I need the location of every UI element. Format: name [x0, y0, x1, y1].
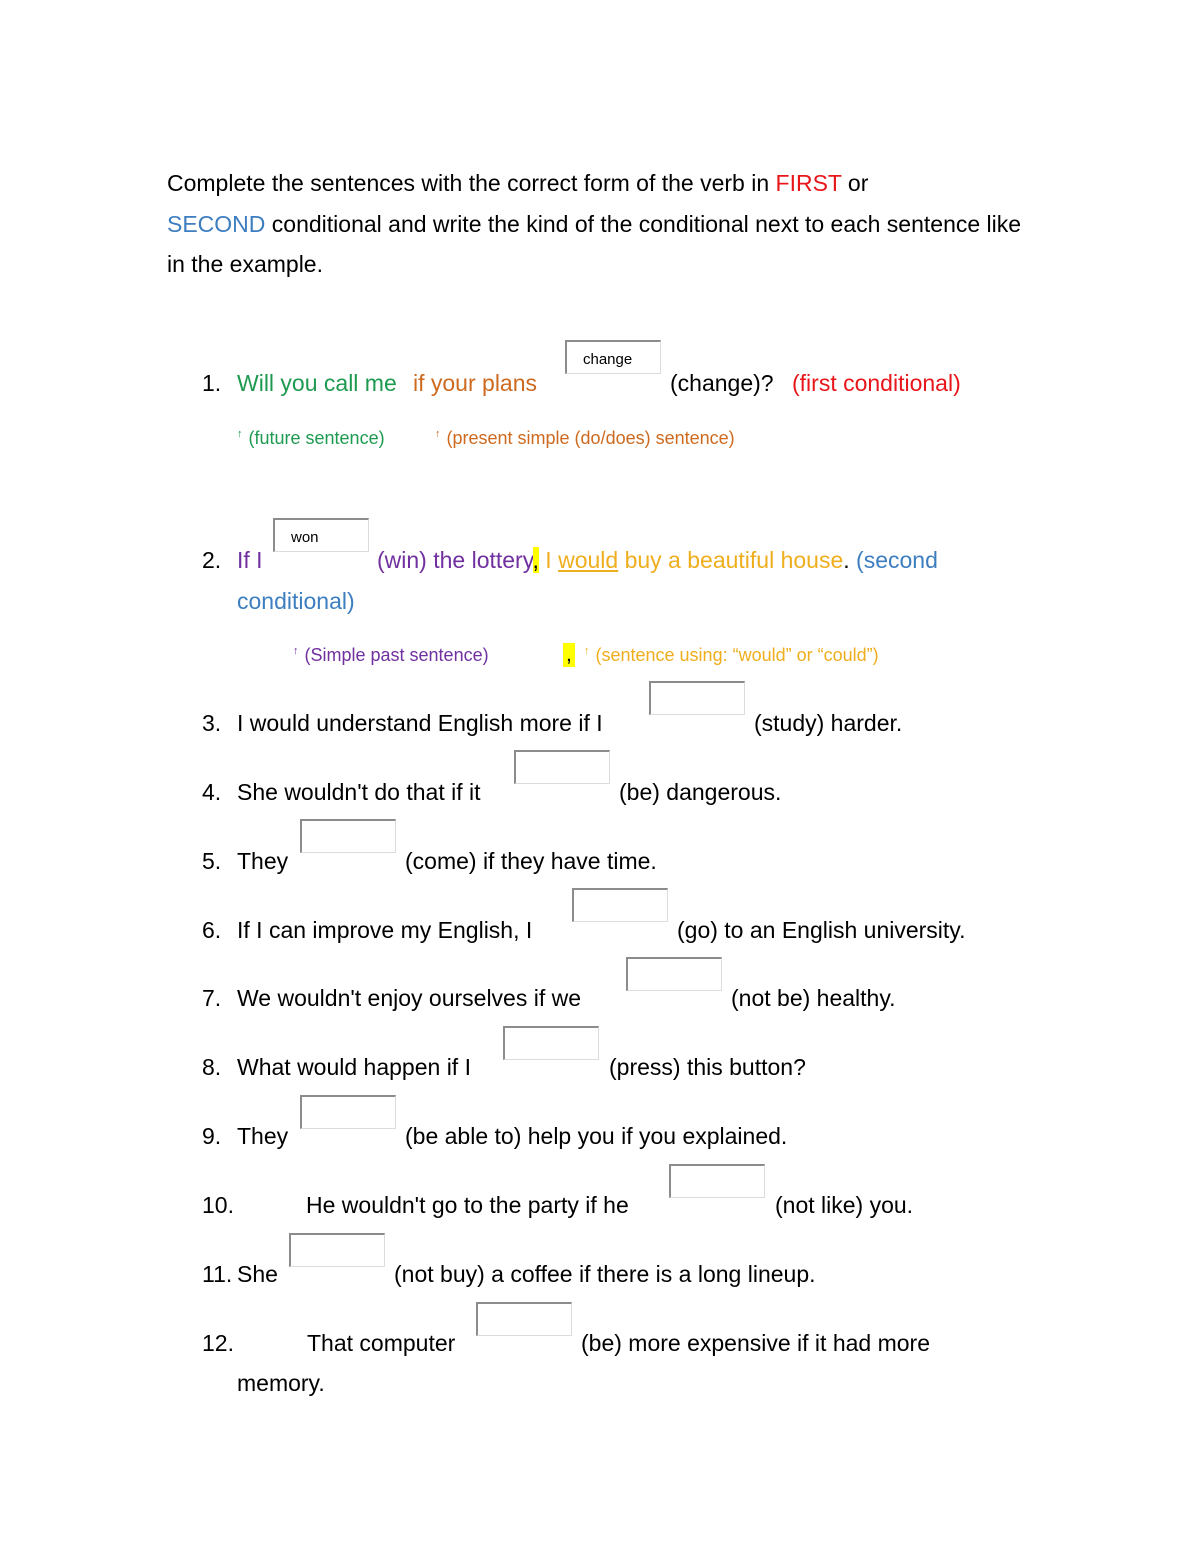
item-number: 7. [202, 985, 222, 1011]
sentence-end: (come) if they have time. [405, 848, 657, 874]
sentence-end: (be able to) help you if you explained. [405, 1123, 788, 1149]
item-number: 5. [202, 848, 222, 874]
sentence-start: She wouldn't do that if it [237, 779, 481, 805]
note-text: (future sentence) [248, 428, 385, 448]
answer-input[interactable] [476, 1302, 572, 1336]
item-number: 12. [202, 1330, 234, 1356]
highlighted-comma: , [563, 643, 575, 667]
item-number: 2. [202, 547, 222, 573]
if-clause: If I [237, 547, 263, 573]
note-text: (sentence using: “would” or “could”) [595, 645, 879, 665]
would-word: would [558, 547, 619, 573]
instructions-text-2: conditional and write the kind of the conditional next to each sentence like in the example. [167, 210, 1022, 277]
conditional-label: (second [856, 547, 938, 573]
item-number: 8. [202, 1054, 222, 1080]
answer-input[interactable] [273, 518, 369, 552]
first-keyword: FIRST [775, 170, 842, 196]
arrow-up-icon: ↑ [584, 645, 590, 657]
answer-input[interactable] [649, 681, 745, 715]
sentence-end: (be) more expensive if it had more [581, 1330, 930, 1356]
past-clause: (win) the lottery [377, 547, 533, 573]
arrow-up-icon: ↑ [435, 428, 441, 440]
present-note [435, 428, 735, 449]
would-clause-pre: I [538, 547, 559, 573]
item-number: 3. [202, 710, 222, 736]
would-note [584, 645, 879, 666]
period: . [843, 547, 850, 573]
answer-input[interactable] [626, 957, 722, 991]
sentence-start: She [237, 1261, 278, 1287]
sentence-start: I would understand English more if I [237, 710, 603, 736]
sentence-start: We wouldn't enjoy ourselves if we [237, 985, 582, 1011]
answer-input[interactable] [669, 1164, 765, 1198]
verb-hint: (change)? [670, 370, 774, 396]
item-number: 9. [202, 1123, 222, 1149]
second-keyword: SECOND [167, 210, 266, 237]
sentence-end: (not be) healthy. [731, 985, 896, 1011]
sentence-end-cont: memory. [237, 1370, 325, 1396]
or-text: or [841, 170, 869, 196]
sentence-start: If I can improve my English, I [237, 917, 533, 943]
future-clause: Will you call me [237, 370, 397, 396]
instructions [167, 163, 1027, 285]
item-number: 1. [202, 370, 222, 396]
answer-input[interactable] [514, 750, 610, 784]
answer-input[interactable] [289, 1233, 385, 1267]
item-number: 4. [202, 779, 222, 805]
future-note [237, 428, 385, 449]
note-text: (Simple past sentence) [304, 645, 489, 665]
arrow-up-icon: ↑ [293, 645, 299, 657]
sentence-end: (study) harder. [754, 710, 903, 736]
sentence-start: They [237, 848, 289, 874]
sentence-start: What would happen if I [237, 1054, 471, 1080]
answer-input[interactable] [572, 888, 668, 922]
past-note [293, 645, 489, 666]
arrow-up-icon: ↑ [237, 428, 243, 440]
sentence-end: (not buy) a coffee if there is a long lineup. [394, 1261, 816, 1287]
sentence-start: That computer [307, 1330, 456, 1356]
sentence-end: (go) to an English university. [677, 917, 966, 943]
note-text: (present simple (do/does) sentence) [446, 428, 735, 448]
item-number: 6. [202, 917, 222, 943]
sentence-start: They [237, 1123, 289, 1149]
answer-input[interactable] [300, 1095, 396, 1129]
instructions-text: Complete the sentences with the correct form of the verb in [167, 170, 776, 196]
would-clause: buy a beautiful house [618, 547, 844, 573]
answer-input[interactable] [503, 1026, 599, 1060]
highlighted-comma: , [532, 547, 539, 573]
sentence-start: He wouldn't go to the party if he [306, 1192, 629, 1218]
item-number: 10. [202, 1192, 234, 1218]
if-clause: if your plans [413, 370, 538, 396]
sentence-end: (not like) you. [775, 1192, 914, 1218]
answer-input[interactable] [300, 819, 396, 853]
sentence-end: (be) dangerous. [619, 779, 782, 805]
result-sentence [377, 547, 938, 574]
conditional-label-cont: conditional) [237, 588, 355, 614]
answer-input[interactable] [565, 340, 661, 374]
conditional-label: (first conditional) [792, 370, 961, 396]
item-number: 11. [202, 1261, 233, 1287]
sentence-end: (press) this button? [609, 1054, 806, 1080]
